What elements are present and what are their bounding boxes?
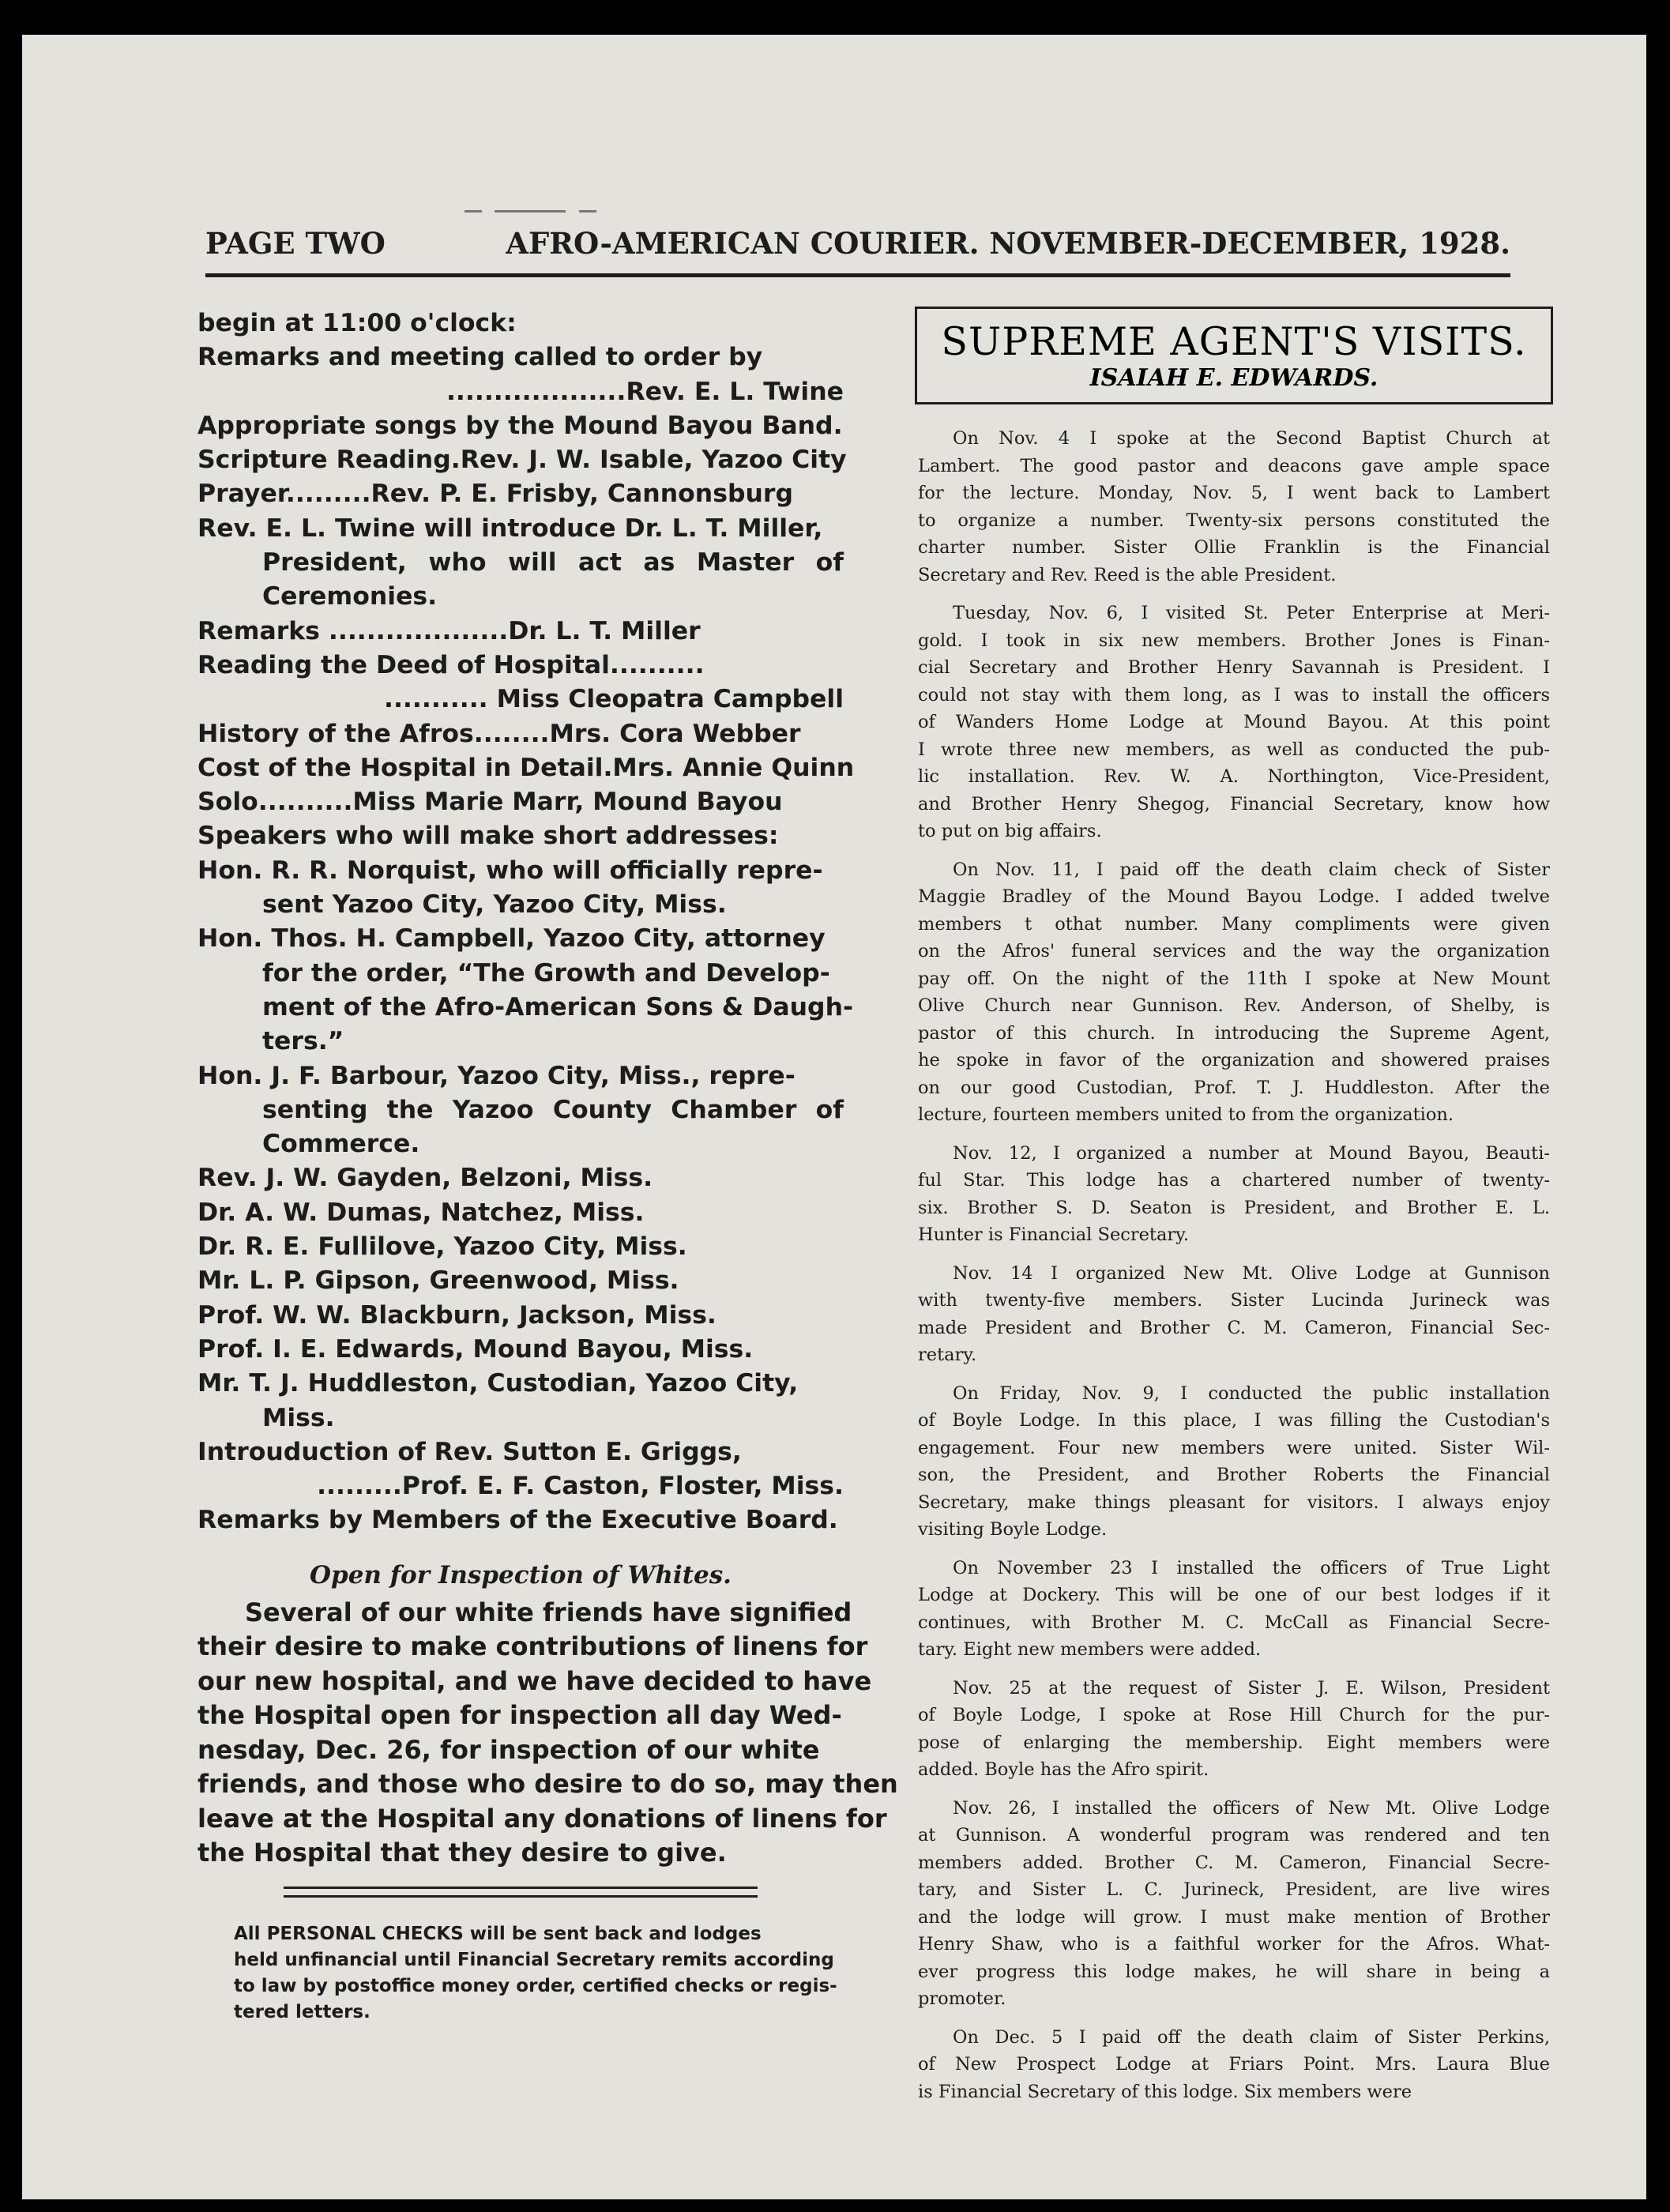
inspection-line: Several of our white friends have signified [245,1597,852,1627]
visit-line: Nov. 25 at the request of Sister J. E. Wilson, President [953,1677,1550,1698]
visit-paragraph [918,2024,1550,2106]
program-line: begin at 11:00 o'clock: [197,309,517,337]
visit-line: to put on big affairs. [918,821,1102,841]
program-line: Miss. [262,1403,335,1432]
visit-line: Nov. 26, I installed the officers of New Mt. Olive Lodge [953,1797,1550,1819]
visit-line: pay off. On the night of the 11th I spoke at New Mount [918,968,1550,989]
visit-line: members added. Brother C. M. Cameron, Financial Secre- [918,1852,1550,1873]
visit-line: is Financial Secretary of this lodge. Six members were [918,2081,1412,2102]
program-line: Mr. L. P. Gipson, Greenwood, Miss. [197,1266,679,1296]
program-line: Hon. R. R. Norquist, who will officially repre- [197,856,823,885]
visit-line: Nov. 14 I organized New Mt. Olive Lodge at Gunnison [953,1262,1550,1284]
program-line: Introuduction of Rev. Sutton E. Griggs, [197,1437,742,1466]
program-line: Speakers who will make short addresses: [197,822,779,851]
visit-line: with twenty-five members. Sister Lucinda Jurineck was [918,1290,1550,1311]
visit-line: cial Secretary and Brother Henry Savannah is President. I [918,657,1550,678]
program-line: Scripture Reading.Rev. J. W. Isable, Yazoo City [197,446,847,475]
visit-line: at Gunnison. A wonderful program was rendered and ten [918,1825,1550,1845]
visit-line: and Brother Henry Shegog, Financial Secretary, know how [918,793,1550,814]
program-line: Dr. R. E. Fullilove, Yazoo City, Miss. [197,1232,687,1262]
visit-line: of Wanders Home Lodge at Mound Bayou. At this point [918,712,1550,732]
visit-line: tary. Eight new members were added. [918,1639,1262,1660]
visit-line: gold. I took in six new members. Brother Jones is Finan- [918,630,1550,651]
visit-line: son, the President, and Brother Roberts the Financial [918,1465,1550,1485]
visit-line: promoter. [918,1988,1006,2009]
program-line: ........... Miss Cleopatra Campbell [384,685,844,714]
dash-mark [465,210,482,213]
visit-line: visiting Boyle Lodge. [918,1519,1108,1540]
left-column [197,307,898,2026]
visit-paragraph [918,1260,1550,1369]
newspaper-page [22,35,1646,2199]
program-line: Rev. J. W. Gayden, Belzoni, Miss. [197,1164,653,1193]
visit-line: engagement. Four new members were united. Sister Wil- [918,1437,1550,1458]
visit-line: six. Brother S. D. Seaton is President, and Brother E. L. [918,1197,1550,1218]
inspection-line: friends, and those who desire to do so, may then [197,1769,898,1800]
notice-line: tered letters. [234,2001,370,2022]
visit-line: tary, and Sister L. C. Jurineck, President, are live wires [918,1879,1550,1900]
program-line: Cost of the Hospital in Detail.Mrs. Annie Quinn [197,753,855,782]
visit-line: Lodge at Dockery. This will be one of our best lodges if it [918,1585,1550,1605]
program-line: Remarks by Members of the Executive Board. [197,1506,838,1535]
visit-line: pose of enlarging the membership. Eight members were [918,1732,1550,1753]
visit-line: of Boyle Lodge. In this place, I was filling the Custodian's [918,1410,1550,1431]
visit-line: made President and Brother C. M. Cameron, Financial Sec- [918,1317,1550,1338]
header-rule [205,273,1510,277]
visit-line: lecture, fourteen members united to from the organization. [918,1104,1454,1125]
visit-paragraph [918,1140,1550,1249]
visit-line: On November 23 I installed the officers of True Light [953,1557,1550,1578]
visit-line: of New Prospect Lodge at Friars Point. Mrs. Laura Blue [918,2054,1550,2075]
program-line: Hon. J. F. Barbour, Yazoo City, Miss., repre- [197,1061,796,1090]
program-line: ...................Rev. E. L. Twine [446,377,844,406]
notice-line: held unfinancial until Financial Secretary remits according [234,1949,834,1970]
program-line: Solo..........Miss Marie Marr, Mound Bayou [197,788,783,817]
visit-line: continues, with Brother M. C. McCall as Financial Secre- [918,1612,1550,1633]
inspection-paragraph [197,1596,898,1871]
program-line: Dr. A. W. Dumas, Natchez, Miss. [197,1198,645,1227]
visits-title: SUPREME AGENT'S VISITS. [941,319,1527,364]
inspection-line: our new hospital, and we have decided to have [197,1665,872,1696]
visits-title-box [915,307,1553,404]
visit-paragraph [918,1795,1550,2013]
visit-paragraph [918,425,1550,589]
program-line: Appropriate songs by the Mound Bayou Band. [197,411,843,440]
visit-line: ever progress this lodge makes, he will share in being a [918,1961,1550,1982]
visit-line: Henry Shaw, who is a faithful worker for the Afros. What- [918,1934,1550,1954]
dash-mark [579,210,596,213]
visit-line: On Nov. 4 I spoke at the Second Baptist Church at [953,428,1550,449]
program-line: senting the Yazoo County Chamber of [262,1095,844,1124]
program-line: sent Yazoo City, Yazoo City, Miss. [262,890,727,920]
visit-line: Lambert. The good pastor and deacons gave ample space [918,455,1550,476]
visit-line: charter number. Sister Ollie Franklin is the Financial [918,537,1550,558]
checks-notice [197,1921,844,2026]
visit-line: for the lecture. Monday, Nov. 5, I went back to Lambert [918,483,1550,503]
page-header [205,226,1510,261]
visit-paragraph [918,856,1550,1129]
visit-line: retary. [918,1345,977,1365]
dash-mark [495,210,566,213]
visit-line: added. Boyle has the Afro spirit. [918,1759,1209,1780]
program-line: ment of the Afro-American Sons & Daugh- [262,992,854,1021]
visit-line: Maggie Bradley of the Mound Bayou Lodge. I added twelve [918,886,1550,907]
visit-line: Olive Church near Gunnison. Rev. Anderson, of Shelby, is [918,995,1550,1016]
visit-line: Hunter is Financial Secretary. [918,1224,1190,1245]
inspection-line: the Hospital open for inspection all day Wed- [197,1700,842,1731]
program-line: .........Prof. E. F. Caston, Floster, Miss. [317,1472,844,1501]
inspection-line: leave at the Hospital any donations of linens for [197,1803,887,1834]
visit-paragraph [918,600,1550,845]
visit-line: Tuesday, Nov. 6, I visited St. Peter Enterprise at Meri- [953,603,1550,623]
program-line: Rev. E. L. Twine will introduce Dr. L. T. Miller, [197,514,823,543]
program-line: Reading the Deed of Hospital.......... [197,650,705,679]
visit-line: members t othat number. Many compliments were given [918,913,1550,935]
program-line: Prof. I. E. Edwards, Mound Bayou, Miss. [197,1334,754,1364]
visit-line: of Boyle Lodge, I spoke at Rose Hill Church for the pur- [918,1705,1550,1725]
visit-line: On Dec. 5 I paid off the death claim of Sister Perkins, [953,2026,1550,2048]
program-line: for the order, “The Growth and Develop- [262,958,830,988]
visit-paragraph [918,1555,1550,1664]
visit-paragraph [918,1380,1550,1544]
visit-line: could not stay with them long, as I was to install the officers [918,684,1550,705]
double-rule [284,1887,758,1898]
program-line: Prof. W. W. Blackburn, Jackson, Miss. [197,1300,717,1330]
visit-line: lic installation. Rev. W. A. Northington, Vice-President, [918,766,1550,787]
page-label: PAGE TWO [205,226,386,261]
notice-line: to law by postoffice money order, certified checks or regis- [234,1975,837,1996]
program-line: Ceremonies. [262,582,438,611]
visit-line: he spoke in favor of the organization and showered praises [918,1050,1550,1070]
program-line: Hon. Thos. H. Campbell, Yazoo City, attorney [197,924,826,954]
inspection-line: the Hospital that they desire to give. [197,1838,727,1868]
masthead: AFRO-AMERICAN COURIER. NOVEMBER-DECEMBER, 1928. [506,226,1510,261]
program-line: ters.” [262,1027,344,1056]
visits-column [918,425,1550,2116]
visit-line: Secretary and Rev. Reed is the able President. [918,564,1337,585]
program-line: Prayer.........Rev. P. E. Frisby, Cannonsburg [197,480,794,509]
inspection-line: their desire to make contributions of linens for [197,1631,868,1662]
visit-line: pastor of this church. In introducing the Supreme Agent, [918,1022,1550,1044]
visit-line: I wrote three new members, as well as conducted the pub- [918,739,1550,760]
program-line: History of the Afros........Mrs. Cora Webber [197,719,801,748]
visit-line: ful Star. This lodge has a chartered number of twenty- [918,1170,1550,1191]
program-line: Mr. T. J. Huddleston, Custodian, Yazoo City, [197,1369,799,1398]
inspection-line: nesday, Dec. 26, for inspection of our white [197,1734,820,1765]
notice-line: All PERSONAL CHECKS will be sent back and lodges [234,1923,762,1944]
visit-line: Nov. 12, I organized a number at Mound Bayou, Beauti- [953,1142,1550,1164]
visit-line: and the lodge will grow. I must make mention of Brother [918,1906,1550,1928]
visit-line: On Nov. 11, I paid off the death claim check of Sister [953,859,1550,880]
inspection-heading: Open for Inspection of Whites. [310,1560,732,1589]
program-line: Remarks and meeting called to order by [197,343,763,372]
program-line: President, who will act as Master of [262,548,844,577]
visit-line: Secretary, make things pleasant for visitors. I always enjoy [918,1492,1550,1513]
visits-byline: ISAIAH E. EDWARDS. [1089,364,1379,392]
visit-line: on the Afros' funeral services and the way the organization [918,941,1550,961]
program-list [197,307,855,1538]
program-line: Commerce. [262,1130,420,1159]
visit-line: On Friday, Nov. 9, I conducted the public installation [953,1382,1550,1404]
visit-line: to organize a number. Twenty-six persons constituted the [918,510,1550,531]
visit-line: on our good Custodian, Prof. T. J. Huddleston. After the [918,1077,1550,1098]
visit-paragraph [918,1675,1550,1784]
program-line: Remarks ...................Dr. L. T. Miller [197,616,701,645]
